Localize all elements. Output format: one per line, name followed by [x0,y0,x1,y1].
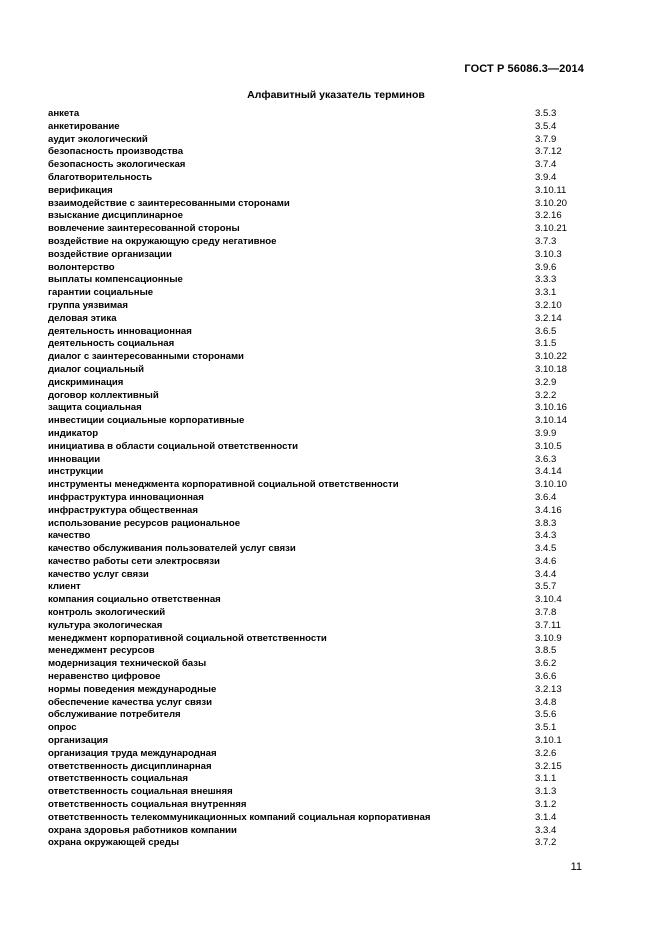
entry-reference: 3.7.9 [535,133,557,145]
entry-reference: 3.1.4 [535,811,557,823]
entry-reference: 3.7.4 [535,159,557,171]
entry-reference: 3.2.6 [535,747,557,759]
index-entry [48,198,568,211]
index-entry [48,735,568,748]
entry-reference: 3.1.1 [535,773,557,785]
index-entry [48,441,568,454]
entry-reference: 3.7.11 [535,619,561,631]
index-entry [48,773,568,786]
entry-term: обеспечение качества услуг связи [48,696,213,708]
index-entry [48,210,568,223]
entry-reference: 3.4.5 [535,543,557,555]
index-entry [48,351,568,364]
entry-term: охрана окружающей среды [48,837,180,849]
index-entry [48,594,568,607]
entry-term: деятельность социальная [48,338,175,350]
entry-reference: 3.7.12 [535,146,562,158]
index-entry [48,172,568,185]
entry-term: качество услуг связи [48,568,149,580]
entry-term: взаимодействие с заинтересованными сторонами [48,197,290,209]
entry-reference: 3.4.14 [535,466,562,478]
entry-reference: 3.2.14 [535,312,562,324]
entry-term: инфраструктура инновационная [48,491,204,503]
entry-reference: 3.6.4 [535,491,557,503]
index-entry [48,300,568,313]
index-entry [48,633,568,646]
entry-reference: 3.2.13 [535,683,562,695]
entry-term: использование ресурсов рациональное [48,517,241,529]
entry-term: диалог с заинтересованными сторонами [48,351,244,363]
index-entry [48,428,568,441]
entry-reference: 3.4.6 [535,555,557,567]
index-entry [48,722,568,735]
page-number: 11 [570,861,582,873]
index-entry [48,812,568,825]
entry-reference: 3.8.3 [535,517,557,529]
index-entry [48,326,568,339]
index-entry [48,287,568,300]
index-entry [48,569,568,582]
entry-reference: 3.7.2 [535,837,557,849]
index-entry [48,671,568,684]
entry-reference: 3.10.22 [535,351,568,363]
index-entry [48,607,568,620]
entry-reference: 3.10.18 [535,363,568,375]
entry-term: договор коллективный [48,389,159,401]
entry-term: контроль экологический [48,607,166,619]
index-entry [48,121,568,134]
entry-term: индикатор [48,427,99,439]
entry-reference: 3.3.1 [535,287,557,299]
entry-term: защита социальная [48,402,142,414]
entry-reference: 3.2.10 [535,299,562,311]
index-entry [48,658,568,671]
entry-reference: 3.10.5 [535,440,562,452]
entry-term: клиент [48,581,81,593]
entry-term: верификация [48,184,113,196]
entry-reference: 3.5.3 [535,108,557,119]
entry-term: воздействие организации [48,248,172,260]
entry-term: диалог социальный [48,363,145,375]
entry-term: нормы поведения международные [48,683,217,695]
entry-term: организация [48,735,109,747]
entry-reference: 3.10.1 [535,735,562,747]
index-entry [48,479,568,492]
entry-term: менеджмент ресурсов [48,645,155,657]
entry-term: деятельность инновационная [48,325,192,337]
entry-reference: 3.10.4 [535,594,562,606]
index-entry [48,518,568,531]
entry-term: ответственность телекоммуникационных компаний социальная корпоративная [48,811,431,823]
entry-term: взыскание дисциплинарное [48,210,183,222]
entry-reference: 3.9.4 [535,171,557,183]
entry-reference: 3.10.20 [535,197,568,209]
term-index-list [48,108,568,850]
entry-reference: 3.1.3 [535,786,557,798]
entry-term: анкета [48,108,80,119]
entry-term: дискриминация [48,376,124,388]
index-entry [48,556,568,569]
entry-reference: 3.9.9 [535,427,557,439]
entry-term: ответственность социальная внешняя [48,786,233,798]
entry-reference: 3.3.4 [535,824,557,836]
index-entry [48,684,568,697]
entry-term: инновации [48,453,101,465]
entry-reference: 3.10.11 [535,184,567,196]
index-title: Алфавитный указатель терминов [247,89,425,101]
entry-reference: 3.4.3 [535,530,557,542]
entry-term: безопасность производства [48,146,184,158]
index-entry [48,249,568,262]
entry-reference: 3.2.9 [535,376,557,388]
entry-reference: 3.8.5 [535,645,557,657]
entry-reference: 3.6.5 [535,325,557,337]
index-entry [48,185,568,198]
entry-term: инфраструктура общественная [48,504,198,516]
index-entry [48,492,568,505]
entry-term: деловая этика [48,312,117,324]
entry-term: охрана здоровья работников компании [48,824,237,836]
index-entry [48,159,568,172]
index-entry [48,620,568,633]
entry-term: качество [48,530,91,542]
entry-term: обслуживание потребителя [48,709,181,721]
index-entry [48,786,568,799]
index-entry [48,645,568,658]
entry-term: волонтерство [48,261,115,273]
entry-reference: 3.5.1 [535,722,557,734]
entry-term: неравенство цифровое [48,671,161,683]
entry-term: инструкции [48,466,104,478]
entry-reference: 3.10.3 [535,248,562,260]
entry-term: инвестиции социальные корпоративные [48,415,245,427]
index-entry [48,415,568,428]
entry-reference: 3.4.4 [535,568,557,580]
index-entry [48,402,568,415]
entry-term: организация труда международная [48,747,217,759]
entry-term: инструменты менеджмента корпоративной социальной ответственности [48,479,399,491]
index-entry [48,454,568,467]
index-entry [48,313,568,326]
index-entry [48,223,568,236]
entry-reference: 3.7.3 [535,235,557,247]
entry-term: компания социально ответственная [48,594,221,606]
index-entry [48,364,568,377]
entry-term: менеджмент корпоративной социальной ответственности [48,632,327,644]
index-entry [48,377,568,390]
index-entry [48,274,568,287]
entry-reference: 3.2.15 [535,760,562,772]
index-entry [48,697,568,710]
entry-term: вовлечение заинтересованной стороны [48,223,240,235]
index-entry [48,825,568,838]
entry-reference: 3.6.3 [535,453,557,465]
entry-reference: 3.6.2 [535,658,557,670]
entry-term: ответственность социальная [48,773,188,785]
entry-reference: 3.4.16 [535,504,562,516]
entry-reference: 3.5.4 [535,120,557,132]
index-entry [48,236,568,249]
index-entry [48,543,568,556]
index-entry [48,146,568,159]
entry-term: ответственность социальная внутренняя [48,799,247,811]
index-entry [48,108,568,121]
entry-reference: 3.3.3 [535,274,557,286]
entry-reference: 3.10.21 [535,223,568,235]
entry-term: модернизация технической базы [48,658,207,670]
entry-reference: 3.1.5 [535,338,557,350]
index-entry [48,837,568,850]
entry-term: гарантии социальные [48,287,154,299]
document-code: ГОСТ Р 56086.3—2014 [464,63,584,75]
index-entry [48,748,568,761]
entry-term: группа уязвимая [48,299,128,311]
entry-reference: 3.10.9 [535,632,562,644]
index-entry [48,466,568,479]
entry-reference: 3.2.16 [535,210,562,222]
index-entry [48,709,568,722]
entry-term: ответственность дисциплинарная [48,760,212,772]
entry-term: качество работы сети электросвязи [48,555,220,567]
entry-reference: 3.9.6 [535,261,557,273]
entry-reference: 3.10.10 [535,479,568,491]
index-entry [48,390,568,403]
index-entry [48,505,568,518]
entry-term: опрос [48,722,77,734]
entry-term: культура экологическая [48,619,163,631]
entry-term: безопасность экологическая [48,159,186,171]
index-entry [48,338,568,351]
entry-reference: 3.10.16 [535,402,568,414]
entry-reference: 3.4.8 [535,696,557,708]
index-entry [48,530,568,543]
index-entry [48,262,568,275]
index-entry [48,799,568,812]
entry-reference: 3.1.2 [535,799,557,811]
entry-reference: 3.2.2 [535,389,557,401]
index-entry [48,761,568,774]
entry-reference: 3.10.14 [535,415,568,427]
entry-term: инициатива в области социальной ответственности [48,440,299,452]
entry-term: воздействие на окружающую среду негативное [48,235,277,247]
index-entry [48,134,568,147]
entry-term: благотворительность [48,171,153,183]
entry-term: выплаты компенсационные [48,274,183,286]
index-entry [48,581,568,594]
entry-reference: 3.5.6 [535,709,557,721]
entry-reference: 3.6.6 [535,671,557,683]
entry-reference: 3.7.8 [535,607,557,619]
entry-term: аудит экологический [48,133,148,145]
entry-term: анкетирование [48,120,120,132]
entry-reference: 3.5.7 [535,581,557,593]
entry-term: качество обслуживания пользователей услуг связи [48,543,296,555]
